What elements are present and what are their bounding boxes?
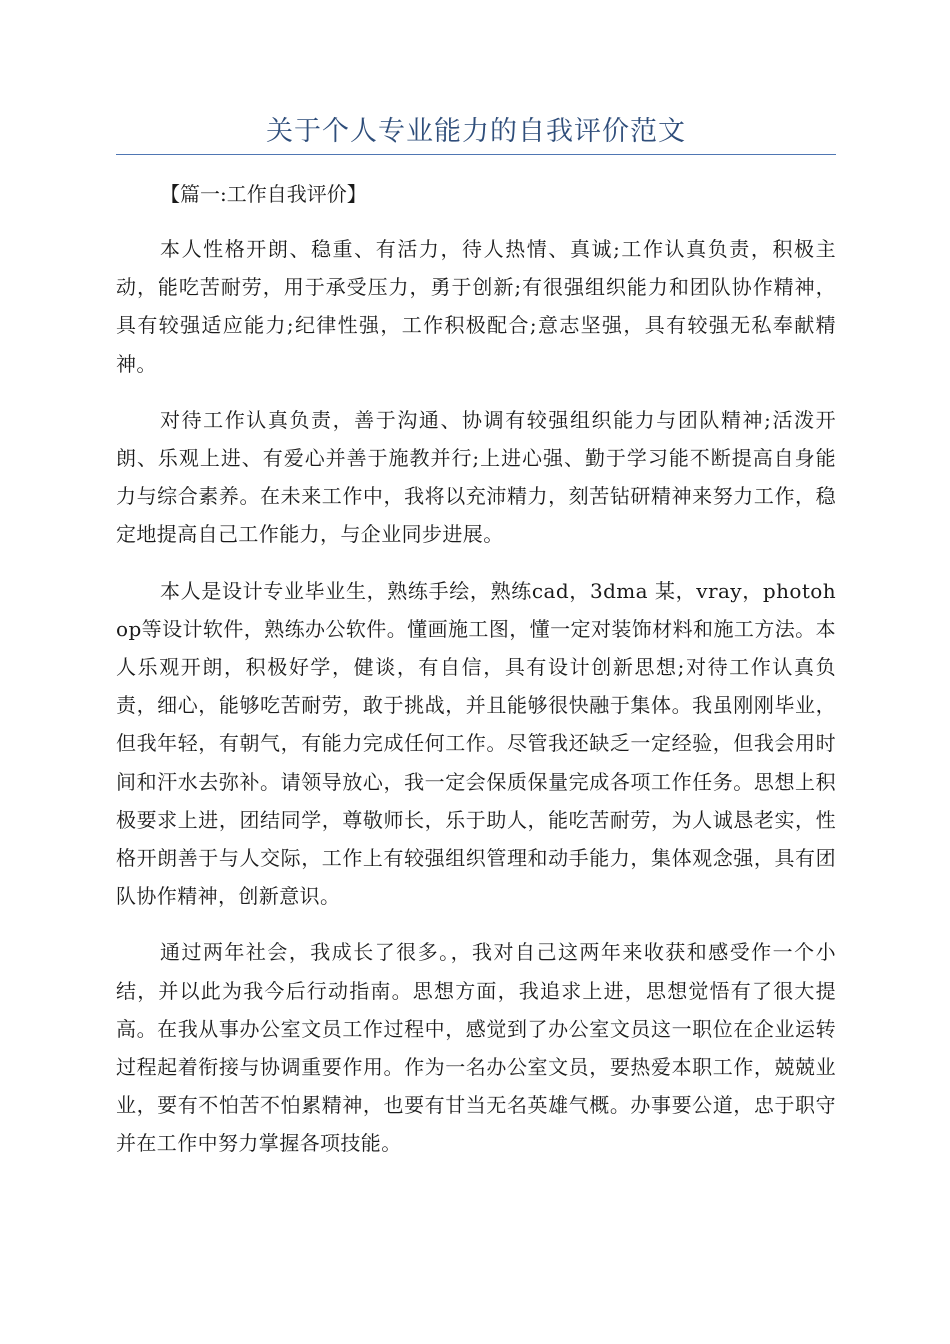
paragraph-3: 本人是设计专业毕业生，熟练手绘，熟练cad，3dma 某，vray，photohop等设计软件，熟练办公软件。懂画施工图，懂一定对装饰材料和施工方法。本人乐观开朗，积极好学，健谈，有自信，具有设计创新思想;对待工作认真负责，细心，能够吃苦耐劳，敢于挑战，并且能够很快融于集体。我虽刚刚毕业，但我年轻，有朝气，有能力完成任何工作。尽管我还缺乏一定经验，但我会用时间和汗水去弥补。请领导放心，我一定会保质保量完成各项工作任务。思想上积极要求上进，团结同学，尊敬师长，乐于助人，能吃苦耐劳，为人诚恳老实，性格开朗善于与人交际，工作上有较强组织管理和动手能力，集体观念强，具有团队协作精神，创新意识。 [116, 578, 836, 909]
page-title: 关于个人专业能力的自我评价范文 [266, 116, 686, 147]
document-body [116, 230, 836, 1181]
title-divider [116, 154, 836, 155]
section-heading: 【篇一:工作自我评价】 [160, 182, 367, 206]
paragraph-1: 本人性格开朗、稳重、有活力，待人热情、真诚;工作认真负责，积极主动，能吃苦耐劳，用于承受压力，勇于创新;有很强组织能力和团队协作精神，具有较强适应能力;纪律性强，工作积极配合;意志坚强，具有较强无私奉献精神。 [116, 237, 836, 376]
paragraph-2: 对待工作认真负责，善于沟通、协调有较强组织能力与团队精神;活泼开朗、乐观上进、有爱心并善于施教并行;上进心强、勤于学习能不断提高自身能力与综合素养。在未来工作中，我将以充沛精力，刻苦钻研精神来努力工作，稳定地提高自己工作能力，与企业同步进展。 [116, 407, 836, 547]
paragraph-4: 通过两年社会，我成长了很多。，我对自己这两年来收获和感受作一个小结，并以此为我今后行动指南。思想方面，我追求上进，思想觉悟有了很大提高。在我从事办公室文员工作过程中，感觉到了办公室文员这一职位在企业运转过程起着衔接与协调重要作用。作为一名办公室文员，要热爱本职工作，兢兢业业，要有不怕苦不怕累精神，也要有甘当无名英雄气概。办事要公道，忠于职守并在工作中努力掌握各项技能。 [116, 940, 836, 1156]
